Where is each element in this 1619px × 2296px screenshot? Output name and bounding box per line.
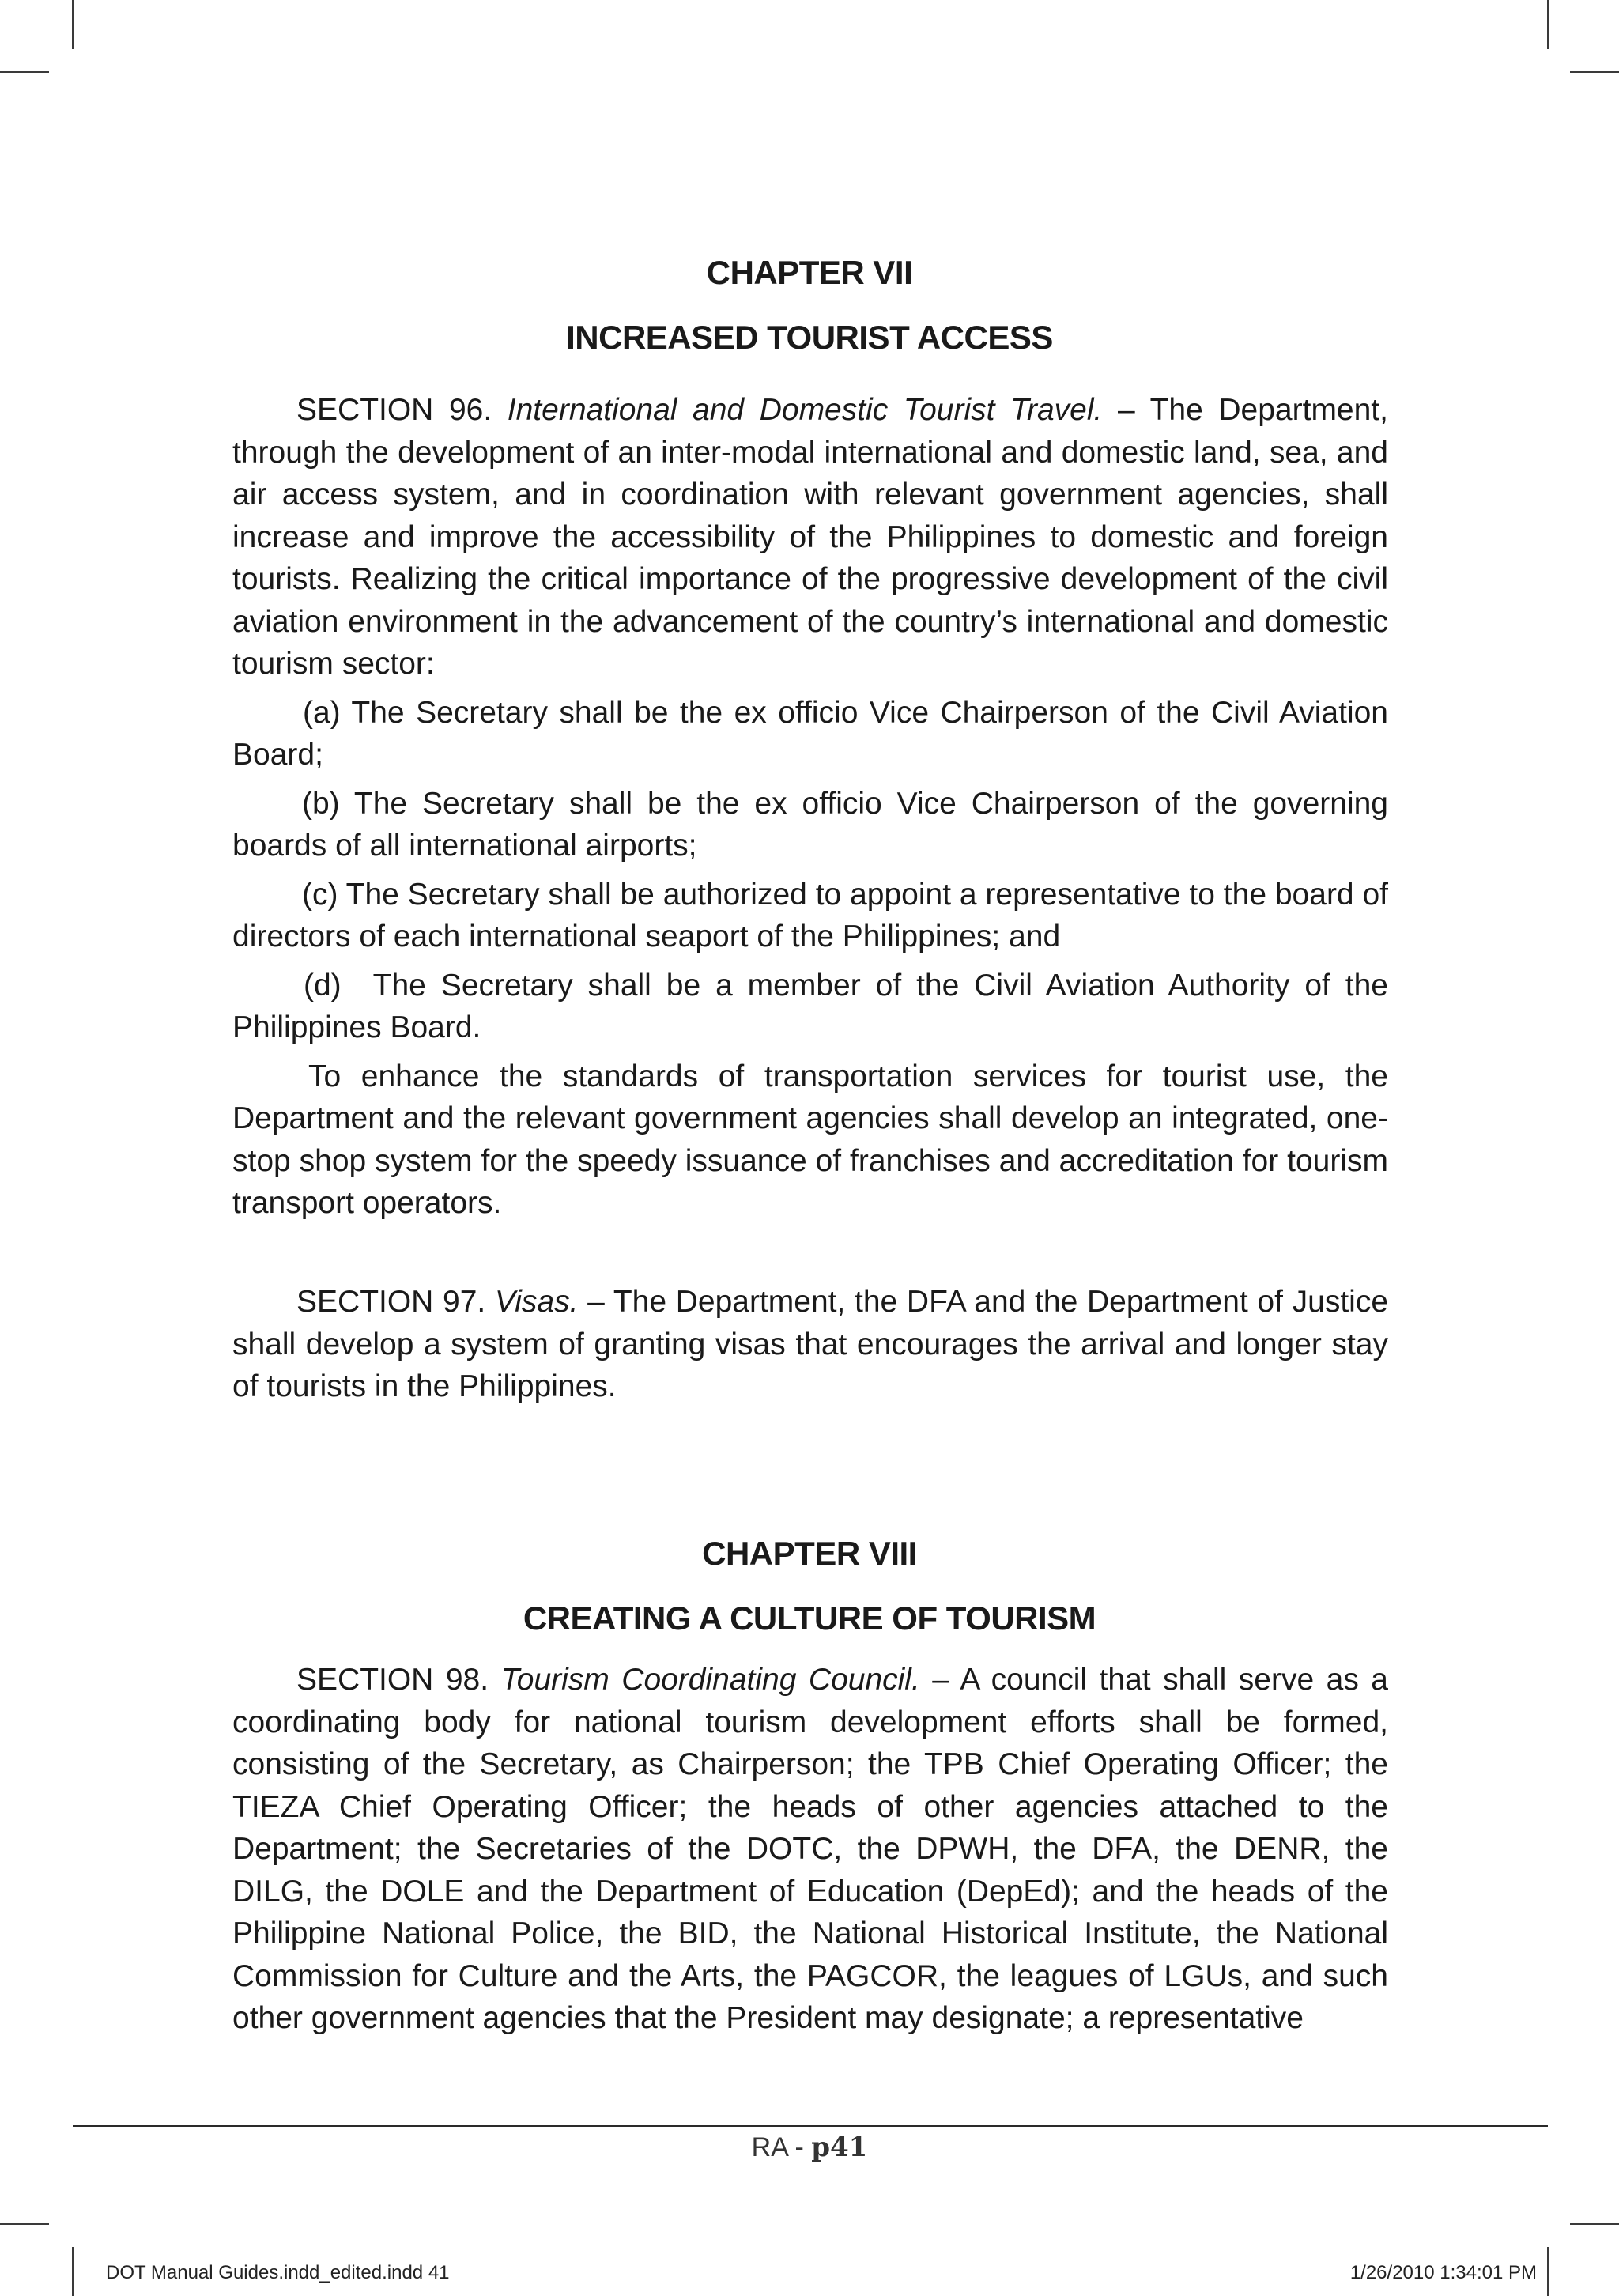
crop-mark xyxy=(1547,2247,1549,2296)
slug-filename: DOT Manual Guides.indd_edited.indd 41 xyxy=(106,2262,450,2283)
crop-mark xyxy=(1570,71,1619,73)
list-marker: (d) xyxy=(304,968,342,1003)
chapter-heading xyxy=(0,240,1619,370)
chapter-title: CHAPTER VII xyxy=(706,254,913,291)
section-98 xyxy=(232,1659,1388,2040)
crop-mark xyxy=(0,71,49,73)
section-97-text xyxy=(232,1281,1388,1408)
folio-page: p41 xyxy=(811,2132,868,2163)
crop-mark xyxy=(0,2223,49,2225)
chapter-heading xyxy=(0,1521,1619,1651)
section-body: – The Department, the DFA and the Department of Justice shall develop a system of granting visas that encourages the arrival and longer stay of tourists in the Philippines. xyxy=(232,1285,1389,1403)
slug-datetime: 1/26/2010 1:34:01 PM xyxy=(1349,2262,1537,2283)
section-98-text xyxy=(232,1659,1388,2040)
section-96-intro xyxy=(232,389,1388,685)
section-97 xyxy=(232,1281,1388,1408)
chapter-subtitle: CREATING A CULTURE OF TOURISM xyxy=(523,1599,1096,1637)
chapter-subtitle: INCREASED TOURIST ACCESS xyxy=(566,319,1053,356)
crop-mark xyxy=(72,2247,74,2296)
section-body: – The Department, through the development of an inter-modal international and domestic land, sea, and air access system, and in coordination with relevant government agencies, shall increase and improve the accessibility of the Philippines to domestic and foreign tourists. Realizing the critical importance of the progressive development of the civil aviation environment in the advancement of the country’s international and domestic tourism sector: xyxy=(232,393,1388,681)
section-heading: Visas. xyxy=(494,1285,579,1319)
chapter-title: CHAPTER VIII xyxy=(702,1535,917,1572)
list-item: (b) The Secretary shall be the ex officio Vice Chairperson of the governing boards of all international airports; xyxy=(232,786,1388,863)
list-item: (a) The Secretary shall be the ex officio Vice Chairperson of the Civil Aviation Board; xyxy=(232,695,1388,772)
section-heading: International and Domestic Tourist Travel. xyxy=(507,393,1103,427)
section-label: SECTION 97. xyxy=(296,1285,495,1319)
list-item: (c) The Secretary shall be authorized to appoint a representative to the board of directors of each international seaport of the Philippines; and xyxy=(232,877,1388,954)
crop-mark xyxy=(1547,0,1549,49)
section-body: – A council that shall serve as a coordinating body for national tourism development efforts shall be formed, consisting of the Secretary, as Chairperson; the TPB Chief Operating Officer; the TIEZA Chief Operating Officer; the heads of other agencies attached to the Department; the Secretaries of the DOTC, the DPWH, the DFA, the DENR, the DILG, the DOLE and the Department of Education (DepEd); and the heads of the Philippine National Police, the BID, the National Historical Institute, the National Commission for Culture and the Arts, the PAGCOR, the leagues of LGUs, and such other government agencies that the President may designate; a representative xyxy=(232,1663,1388,2035)
list-text: The Secretary shall be a member of the Civil Aviation Authority of the Philippines Board. xyxy=(232,968,1388,1044)
crop-mark xyxy=(1570,2223,1619,2225)
folio-prefix: RA - xyxy=(751,2132,812,2162)
section-label: SECTION 96. xyxy=(296,393,508,427)
crop-mark xyxy=(72,0,74,49)
section-label: SECTION 98. xyxy=(296,1663,501,1697)
page-folio xyxy=(0,2130,1619,2165)
section-heading: Tourism Coordinating Council. xyxy=(500,1663,920,1697)
section-96 xyxy=(232,389,1388,1225)
footer-rule xyxy=(73,2125,1548,2127)
section-96-closing: To enhance the standards of transportation services for tourist use, the Department and the relevant government agencies shall develop an integrated, one-stop shop system for the speedy issuance of franchises and accreditation for tourism transport operators. xyxy=(232,1059,1388,1220)
list-item xyxy=(232,965,1388,1049)
